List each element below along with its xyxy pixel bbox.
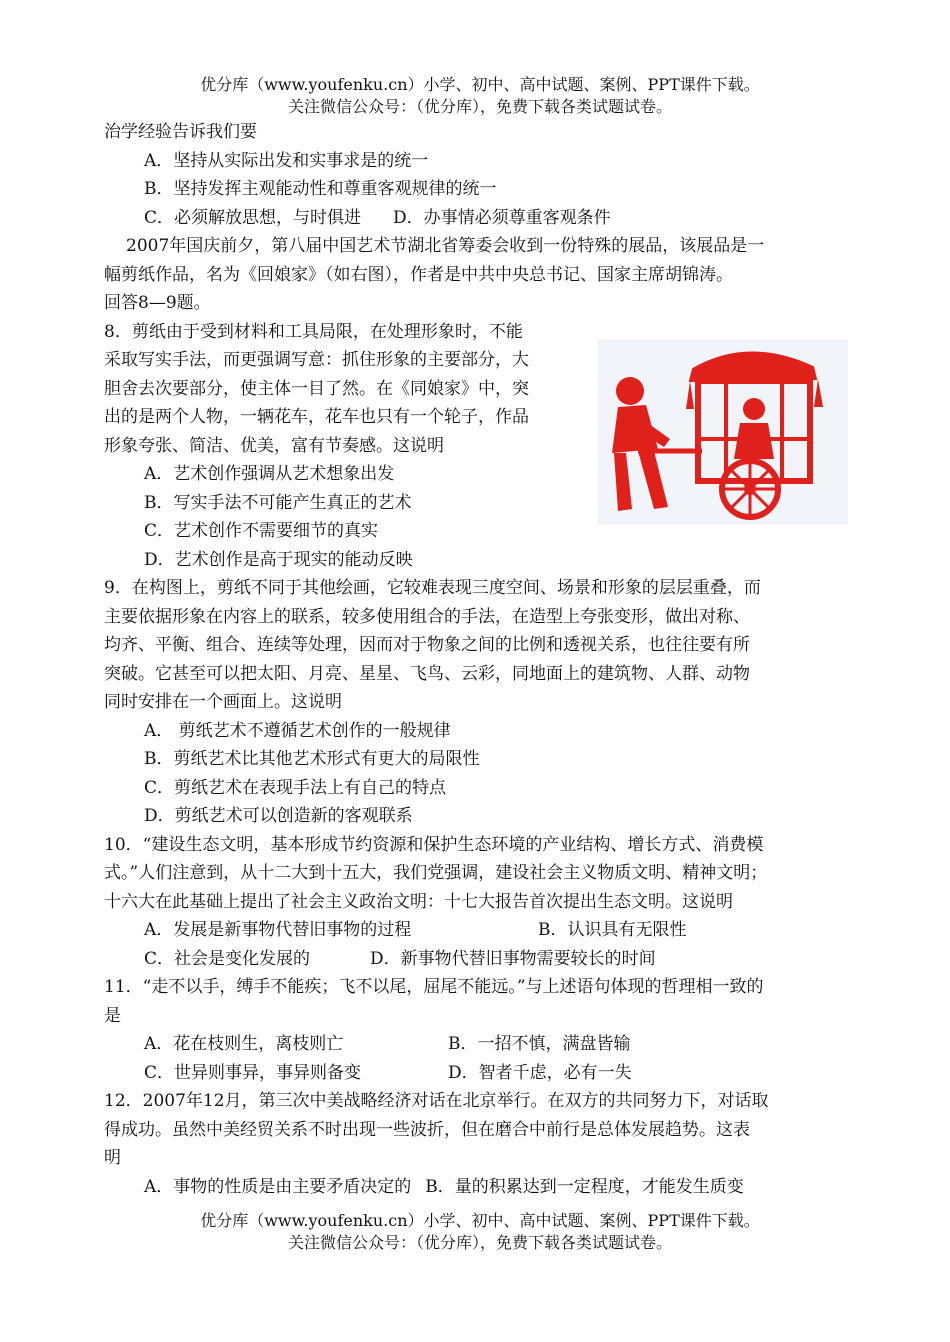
q10-option-d: D．新事物代替旧事物需要较长的时间 [370,948,656,969]
q10-line-3: 十六大在此基础上提出了社会主义政治文明：十七大报告首次提出生态文明。这说明 [104,891,733,912]
q7-options-cd [104,204,856,233]
q10-option-c: C．社会是变化发展的 [144,948,311,969]
page-header [104,74,856,118]
footer-line-2: 关注微信公众号：（优分库），免费下载各类试题试卷。 [287,1233,672,1252]
q11-option-a: A．花在枝则生，离枝则亡 [144,1034,344,1054]
header-line-2: 关注微信公众号：（优分库），免费下载各类试题试卷。 [287,97,672,116]
q10-options-cd [104,945,856,974]
q7-option-a: A．坚持从实际出发和实事求是的统一 [144,150,429,171]
q9-line-5: 同时安排在一个画面上。这说明 [104,692,342,712]
q12-option-b: B．量的积累达到一定程度，才能发生质变 [425,1176,744,1197]
q12-line-3: 明 [104,1148,121,1168]
q11-line-2: 是 [104,1005,121,1026]
material-intro [104,232,856,318]
q8-line-3: 胆舍去次要部分，使主体一目了然。在《同娘家》中，突 [104,378,529,399]
q11-line-1: 11．“走不以手，缚手不能疾；飞不以尾，屈尾不能远。”与上述语句体现的哲理相一致的 [104,977,764,997]
q11-options-cd [104,1059,856,1088]
q8-option-b: B．写实手法不可能产生真正的艺术 [144,492,412,513]
intro-line-3: 回答8—9题。 [104,293,211,313]
papercut-drawing [598,339,848,525]
q8-option-d: D．艺术创作是高于现实的能动反映 [144,549,413,570]
intro-line-2: 幅剪纸作品，名为《回娘家》（如右图），作者是中共中央总书记、国家主席胡锦涛。 [104,264,733,285]
header-line-1: 优分库（www.youfenku.cn）小学、初中、高中试题、案例、PPT课件下载。 [200,75,760,94]
q11-option-b: B．一招不慎，满盘皆输 [448,1034,631,1054]
q12-options-ab [104,1173,856,1202]
question-7 [104,118,856,232]
q10-line-1: 10．“建设生态文明，基本形成节约资源和保护生态环境的产业结构、增长方式、消费模 [104,834,764,855]
q7-option-d: D．办事情必须尊重客观条件 [393,207,611,228]
question-9 [104,574,856,831]
q9-line-1: 9．在构图上，剪纸不同于其他绘画，它较难表现三度空间、场景和形象的层层重叠，而 [104,578,761,598]
question-11 [104,973,856,1087]
intro-line-1: 2007年国庆前夕，第八届中国艺术节湖北省筹委会收到一份特殊的展品，该展品是一 [126,236,765,256]
footer-line-1: 优分库（www.youfenku.cn）小学、初中、高中试题、案例、PPT课件下载。 [200,1211,760,1230]
q8-line-2: 采取写实手法，而更强调写意：抓住形象的主要部分，大 [104,350,529,370]
page-footer [104,1210,856,1254]
q11-option-c: C．世异则事异，事异则备变 [144,1062,362,1083]
q11-options-ab [104,1030,856,1059]
q9-option-c: C．剪纸艺术在表现手法上有自己的特点 [144,777,447,798]
q8-line-4: 出的是两个人物，一辆花车，花车也只有一个轮子，作品 [104,407,529,427]
q9-line-2: 主要依据形象在内容上的联系，较多使用组合的手法，在造型上夸张变形，做出对称、 [104,606,750,627]
q8-line-5: 形象夸张、简洁、优美，富有节奏感。这说明 [104,435,444,456]
q7-option-c: C．必须解放思想，与时俱进 [144,207,362,228]
red-papercut-image [598,339,848,525]
q11-option-d: D．智者千虑，必有一失 [448,1062,632,1083]
question-12 [104,1087,856,1201]
q12-line-1: 12．2007年12月，第三次中美战略经济对话在北京举行。在双方的共同努力下，对话取 [104,1091,769,1111]
q8-option-a: A．艺术创作强调从艺术想象出发 [144,464,395,484]
q9-option-a: A． 剪纸艺术不遵循艺术创作的一般规律 [144,720,451,741]
q8-line-1: 8．剪纸由于受到材料和工具局限，在处理形象时，不能 [104,321,523,342]
q10-option-a: A．发展是新事物代替旧事物的过程 [144,920,412,940]
q9-line-4: 突破。它甚至可以把太阳、月亮、星星、飞鸟、云彩，同地面上的建筑物、人群、动物 [104,663,750,684]
q9-option-b: B．剪纸艺术比其他艺术形式有更大的局限性 [144,749,480,769]
q10-options-ab [104,916,856,945]
q8-option-c: C．艺术创作不需要细节的真实 [144,521,379,541]
q9-line-3: 均齐、平衡、组合、连续等处理，因而对于物象之间的比例和透视关系，也往往要有所 [104,635,750,655]
q12-line-2: 得成功。虽然中美经贸关系不时出现一些波折，但在磨合中前行是总体发展趋势。这表 [104,1119,750,1140]
q9-option-d: D．剪纸艺术可以创造新的客观联系 [144,806,413,826]
question-10 [104,831,856,974]
q10-line-2: 式。”人们注意到，从十二大到十五大，我们党强调，建设社会主义物质文明、精神文明； [104,863,768,883]
q7-stem-tail: 治学经验告诉我们要 [104,122,257,142]
q10-option-b: B．认识具有无限性 [538,920,687,940]
q7-option-b: B．坚持发挥主观能动性和尊重客观规律的统一 [144,179,497,199]
document-page [104,74,856,1201]
q12-option-a: A．事物的性质是由主要矛盾决定的 [144,1176,412,1197]
